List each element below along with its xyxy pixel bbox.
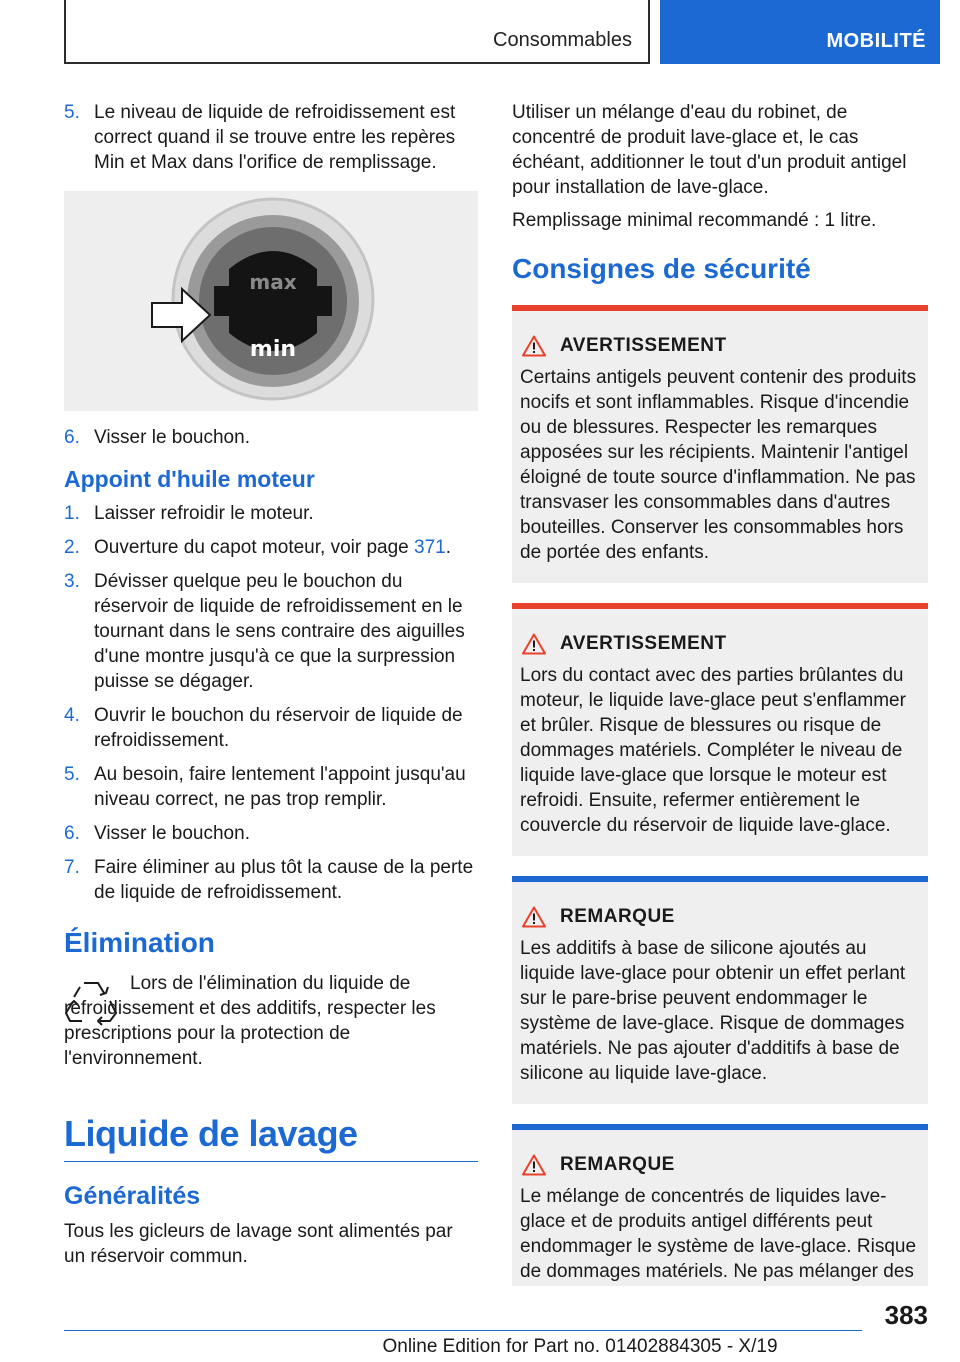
elimination-block [64, 971, 478, 1071]
oil-step [64, 535, 478, 560]
step-text: Laisser refroidir le moteur. [94, 503, 314, 524]
step-number: 1. [64, 503, 80, 524]
step-number: 6. [64, 427, 80, 448]
note-box [512, 1124, 928, 1286]
step-coolant-level [64, 100, 478, 175]
coolant-cap-illustration [64, 191, 478, 411]
step-number: 4. [64, 705, 80, 726]
oil-heading: Appoint d'huile moteur [64, 466, 315, 492]
step-text: Ouverture du capot moteur, voir page [94, 537, 415, 558]
warning-triangle-icon [522, 633, 546, 655]
oil-step [64, 501, 478, 526]
left-column [64, 100, 478, 1269]
chapter-tab [660, 0, 940, 64]
step-text: Faire éliminer au plus tôt la cause de la perte de liquide de refroidissement. [94, 857, 474, 903]
elimination-text: Lors de l'élimination du liquide de refroidissement et des additifs, respecter les prescriptions pour la protection de l'environnement. [64, 973, 436, 1069]
oil-step [64, 703, 478, 753]
chapter-title: MOBILITÉ [826, 30, 926, 52]
washer-mix-text: Utiliser un mélange d'eau du robinet, de concentré de produit lave-glace et, le cas échéant, additionner le tout d'un produit antigel pour installation de lave-glace. [512, 102, 907, 198]
warning-triangle-icon [522, 1154, 546, 1176]
step-number: 3. [64, 571, 80, 592]
step-text: Visser le bouchon. [94, 823, 250, 844]
note-box [512, 876, 928, 1104]
warning-title: AVERTISSEMENT [560, 335, 727, 356]
step-text: Le niveau de liquide de refroidissement est correct quand il se trouve entre les repères Min et Max dans l'orifice de remplissage. [94, 102, 456, 173]
step-text-end: . [445, 537, 451, 558]
recycle-icon [64, 975, 118, 1029]
footer-rule [64, 1330, 862, 1331]
running-header [64, 0, 650, 64]
warning-text: Certains antigels peuvent contenir des produits nocifs et sont inflammables. Risque d'incendie ou de blessures. Respecter les remarques apposées sur les récipients. Maintenir l'antigel éloigné de toute source d'inflammation. Ne pas transvaser les consommables dans d'autres bouteilles. Conserver les consommables hors de portée des enfants. [520, 367, 917, 563]
step-number: 7. [64, 857, 80, 878]
general-heading: Généralités [64, 1182, 201, 1210]
note-text: Le mélange de concentrés de liquides lave-glace et de produits antigel différents peut endommager le système de lave-glace. Risque de dommages matériels. Ne pas mélanger des [520, 1186, 917, 1282]
note-text: Les additifs à base de silicone ajoutés au liquide lave-glace pour obtenir un effet perlant sur le pare-brise peuvent endommager le système de lave-glace. Risque de dommages matériels. Ne pas ajouter d'additifs à base de silicone au liquide lave-glace. [520, 938, 906, 1084]
step-number: 5. [64, 764, 80, 785]
min-fill-text: Remplissage minimal recommandé : 1 litre. [512, 210, 877, 231]
elimination-heading: Élimination [64, 927, 215, 958]
oil-step [64, 569, 478, 694]
step-text: Ouvrir le bouchon du réservoir de liquide de refroidissement. [94, 705, 463, 751]
step-number: 5. [64, 102, 80, 123]
step-text: Visser le bouchon. [94, 427, 250, 448]
note-title: REMARQUE [560, 1154, 675, 1175]
right-column [512, 100, 928, 1286]
warning-box [512, 305, 928, 583]
coolant-filler-figure [64, 191, 478, 411]
warning-title: AVERTISSEMENT [560, 633, 727, 654]
min-mark: min [249, 337, 297, 362]
max-mark: max [249, 270, 297, 294]
note-title: REMARQUE [560, 906, 675, 927]
general-text: Tous les gicleurs de lavage sont alimentés par un réservoir commun. [64, 1221, 453, 1267]
page-reference-link[interactable]: 371 [414, 537, 446, 558]
washer-fluid-title: Liquide de lavage [64, 1113, 478, 1162]
oil-step [64, 821, 478, 846]
step-number: 6. [64, 823, 80, 844]
step-screw-cap [64, 425, 478, 450]
warning-text: Lors du contact avec des parties brûlantes du moteur, le liquide lave-glace peut s'enflammer et brûler. Risque de blessures ou risque de dommages matériels. Compléter le niveau de liquide lave-glace que lorsque le moteur est refroidi. Ensuite, refermer entièrement le couvercle du réservoir de liquide lave-glace. [520, 665, 906, 836]
warning-box [512, 603, 928, 856]
step-text: Dévisser quelque peu le bouchon du réservoir de liquide de refroidissement en le tournant dans le sens contraire des aiguilles d'une montre jusqu'à ce que la surpression puisse se dégager. [94, 571, 465, 692]
warning-triangle-icon [522, 906, 546, 928]
warning-triangle-icon [522, 335, 546, 357]
page-number: 383 [884, 1300, 928, 1330]
section-title: Consommables [493, 29, 632, 51]
step-number: 2. [64, 537, 80, 558]
edition-footer: Online Edition for Part no. 01402884305 - X/19 [382, 1336, 778, 1357]
oil-step [64, 855, 478, 905]
oil-step [64, 762, 478, 812]
safety-heading: Consignes de sécurité [512, 253, 811, 284]
step-text: Au besoin, faire lentement l'appoint jusqu'au niveau correct, ne pas trop remplir. [94, 764, 466, 810]
